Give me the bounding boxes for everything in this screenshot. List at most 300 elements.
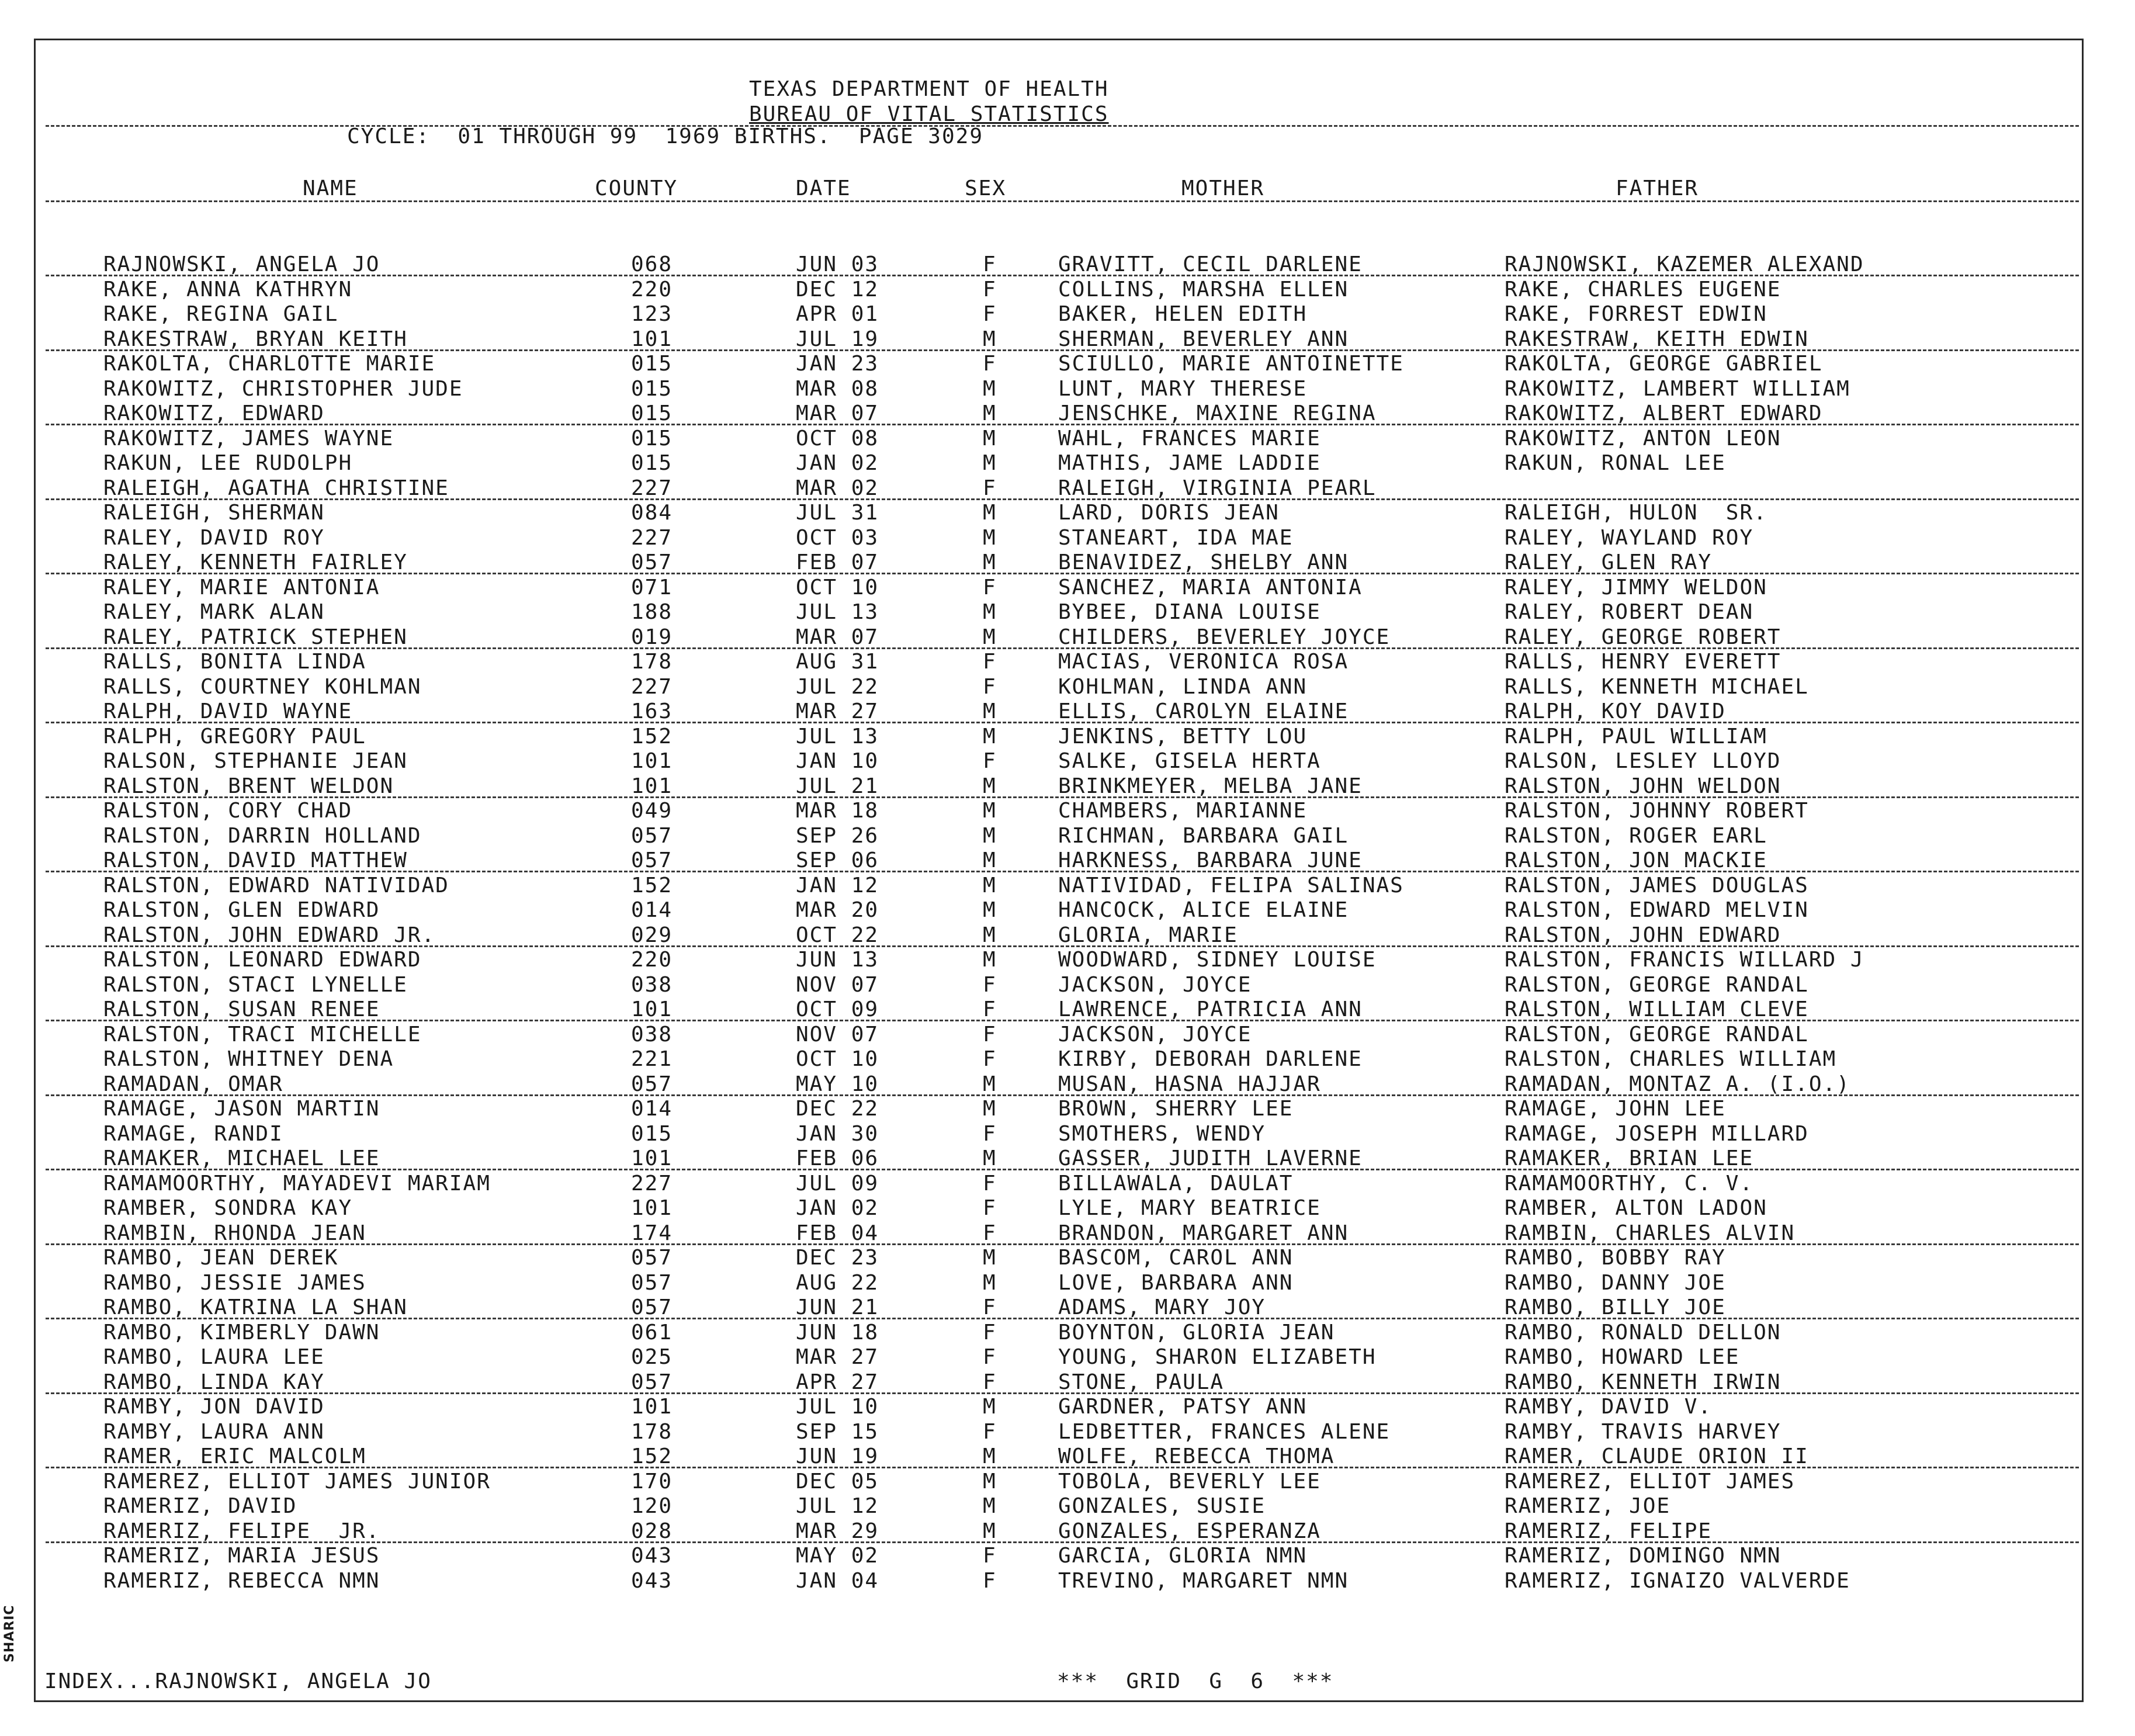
row-rule: [46, 424, 2079, 425]
table-row: [0, 476, 2135, 501]
table-row: [0, 1221, 2135, 1246]
cell-sex: M: [983, 948, 997, 972]
row-rule: [46, 1541, 2079, 1543]
cell-county: 015: [631, 376, 673, 401]
cell-county: 071: [631, 575, 673, 600]
cell-date: NOV 07: [796, 1022, 879, 1047]
row-rule: [46, 275, 2079, 276]
cell-name: RALSTON, TRACI MICHELLE: [103, 1022, 422, 1047]
table-row: [0, 352, 2135, 376]
cell-mother: BAKER, HELEN EDITH: [1058, 302, 1308, 326]
cell-sex: M: [983, 724, 997, 749]
cell-date: JUN 13: [796, 948, 879, 972]
table-row: [0, 302, 2135, 327]
cell-name: RAMADAN, OMAR: [103, 1072, 283, 1096]
cell-sex: F: [983, 1121, 997, 1146]
cell-father: RAKUN, RONAL LEE: [1505, 451, 1726, 475]
cell-mother: HARKNESS, BARBARA JUNE: [1058, 848, 1363, 872]
cell-date: MAY 10: [796, 1072, 879, 1096]
cell-county: 015: [631, 352, 673, 376]
cell-father: RALSTON, WILLIAM CLEVE: [1505, 997, 1809, 1021]
cell-father: RALSON, LESLEY LLOYD: [1505, 749, 1782, 773]
cell-date: DEC 05: [796, 1469, 879, 1494]
cell-name: RAKUN, LEE RUDOLPH: [103, 451, 353, 475]
cell-mother: BASCOM, CAROL ANN: [1058, 1246, 1294, 1270]
cell-mother: BOYNTON, GLORIA JEAN: [1058, 1320, 1335, 1345]
cell-mother: KIRBY, DEBORAH DARLENE: [1058, 1047, 1363, 1071]
table-row: [0, 427, 2135, 451]
cell-sex: M: [983, 1469, 997, 1494]
cell-father: RAKOLTA, GEORGE GABRIEL: [1505, 352, 1823, 376]
cell-county: 101: [631, 1146, 673, 1170]
cycle-line: CYCLE: 01 THROUGH 99 1969 BIRTHS. PAGE 3029: [347, 124, 983, 148]
cell-sex: F: [983, 1171, 997, 1196]
table-row: [0, 252, 2135, 277]
column-header-name: NAME: [303, 176, 358, 200]
header-subtitle: BUREAU OF VITAL STATISTICS: [749, 102, 1109, 126]
cell-sex: F: [983, 1568, 997, 1593]
cell-sex: M: [983, 1395, 997, 1419]
cell-date: SEP 06: [796, 848, 879, 872]
cell-father: RAKE, CHARLES EUGENE: [1505, 277, 1782, 302]
cell-mother: LEDBETTER, FRANCES ALENE: [1058, 1419, 1391, 1444]
cell-date: MAR 20: [796, 898, 879, 922]
cell-mother: NATIVIDAD, FELIPA SALINAS: [1058, 873, 1404, 898]
cell-name: RALSTON, DARRIN HOLLAND: [103, 823, 422, 848]
table-row: [0, 278, 2135, 302]
cell-county: 152: [631, 873, 673, 898]
table-row: [0, 576, 2135, 600]
cell-father: RAMBO, RONALD DELLON: [1505, 1320, 1782, 1345]
cell-father: RALSTON, JOHNNY ROBERT: [1505, 799, 1809, 823]
cell-father: RALSTON, EDWARD MELVIN: [1505, 898, 1809, 922]
cell-county: 101: [631, 997, 673, 1021]
cell-name: RALEY, MARIE ANTONIA: [103, 575, 380, 600]
cell-name: RALEY, MARK ALAN: [103, 600, 325, 624]
cell-name: RALSTON, BRENT WELDON: [103, 774, 394, 798]
table-row: [0, 1196, 2135, 1221]
cell-name: RAMERIZ, FELIPE JR.: [103, 1519, 380, 1543]
cell-date: MAR 02: [796, 476, 879, 500]
cell-date: FEB 07: [796, 550, 879, 574]
cell-father: RAMBO, BILLY JOE: [1505, 1295, 1726, 1319]
cell-sex: M: [983, 848, 997, 872]
cell-father: RALEY, GEORGE ROBERT: [1505, 625, 1782, 649]
column-header-county: COUNTY: [595, 176, 678, 200]
cell-name: RAMBO, JESSIE JAMES: [103, 1270, 366, 1295]
table-row: [0, 1023, 2135, 1047]
cell-sex: M: [983, 451, 997, 475]
cell-mother: TOBOLA, BEVERLY LEE: [1058, 1469, 1321, 1494]
cell-father: RAMBO, BOBBY RAY: [1505, 1246, 1726, 1270]
table-row: [0, 1345, 2135, 1370]
cell-father: RALPH, PAUL WILLIAM: [1505, 724, 1767, 749]
cell-mother: BROWN, SHERRY LEE: [1058, 1097, 1294, 1121]
cell-date: OCT 10: [796, 1047, 879, 1071]
cell-father: RALSTON, JOHN EDWARD: [1505, 923, 1782, 947]
cell-father: RAMBO, HOWARD LEE: [1505, 1345, 1740, 1369]
cell-sex: M: [983, 376, 997, 401]
cell-date: OCT 08: [796, 426, 879, 451]
cell-sex: M: [983, 600, 997, 624]
cell-sex: M: [983, 1494, 997, 1518]
table-row: [0, 501, 2135, 525]
row-rule: [46, 1094, 2079, 1096]
cell-mother: TREVINO, MARGARET NMN: [1058, 1568, 1349, 1593]
cell-mother: WOODWARD, SIDNEY LOUISE: [1058, 948, 1377, 972]
table-row: [0, 1395, 2135, 1419]
cell-name: RALPH, DAVID WAYNE: [103, 699, 353, 723]
table-row: [0, 898, 2135, 923]
cell-father: RALEY, JIMMY WELDON: [1505, 575, 1767, 600]
cell-mother: WOLFE, REBECCA THOMA: [1058, 1444, 1335, 1468]
cell-name: RALSTON, LEONARD EDWARD: [103, 948, 422, 972]
cell-county: 178: [631, 650, 673, 674]
grid-footer: *** GRID G 6 ***: [1057, 1669, 1334, 1693]
cell-father: RAMERIZ, DOMINGO NMN: [1505, 1544, 1782, 1568]
cell-county: 220: [631, 948, 673, 972]
cell-mother: GONZALES, SUSIE: [1058, 1494, 1266, 1518]
cell-date: JUL 10: [796, 1395, 879, 1419]
cell-father: RAJNOWSKI, KAZEMER ALEXAND: [1505, 252, 1864, 276]
table-row: [0, 874, 2135, 898]
table-row: [0, 824, 2135, 848]
cell-county: 174: [631, 1221, 673, 1245]
cell-mother: LOVE, BARBARA ANN: [1058, 1270, 1294, 1295]
cell-county: 170: [631, 1469, 673, 1494]
row-rule: [46, 1467, 2079, 1468]
row-rule: [46, 349, 2079, 351]
cell-name: RALSTON, GLEN EDWARD: [103, 898, 380, 922]
cell-mother: BILLAWALA, DAULAT: [1058, 1171, 1294, 1196]
cell-father: RAMBER, ALTON LADON: [1505, 1196, 1767, 1220]
cell-sex: F: [983, 650, 997, 674]
cell-name: RALSTON, EDWARD NATIVIDAD: [103, 873, 449, 898]
cell-date: JUL 12: [796, 1494, 879, 1518]
cell-county: 057: [631, 1370, 673, 1394]
cell-county: 043: [631, 1544, 673, 1568]
cell-sex: F: [983, 1047, 997, 1071]
cell-county: 152: [631, 1444, 673, 1468]
cell-father: RAMERIZ, FELIPE: [1505, 1519, 1713, 1543]
cell-sex: M: [983, 501, 997, 525]
cell-date: DEC 12: [796, 277, 879, 302]
cell-father: RALEY, WAYLAND ROY: [1505, 525, 1754, 550]
table-row: [0, 1122, 2135, 1146]
cell-date: JAN 30: [796, 1121, 879, 1146]
cell-mother: STONE, PAULA: [1058, 1370, 1225, 1394]
side-label: SHARIC: [2, 1605, 17, 1662]
table-row: [0, 650, 2135, 674]
cell-sex: F: [983, 476, 997, 500]
cell-date: JUN 21: [796, 1295, 879, 1319]
index-footer: INDEX...RAJNOWSKI, ANGELA JO: [44, 1669, 432, 1693]
cell-name: RAMAGE, JASON MARTIN: [103, 1097, 380, 1121]
cell-county: 152: [631, 724, 673, 749]
table-row: [0, 1470, 2135, 1494]
cell-date: JUL 31: [796, 501, 879, 525]
cell-date: OCT 09: [796, 997, 879, 1021]
cell-father: RAMAGE, JOHN LEE: [1505, 1097, 1726, 1121]
cell-county: 178: [631, 1419, 673, 1444]
cell-sex: F: [983, 1419, 997, 1444]
cell-sex: M: [983, 550, 997, 574]
cell-father: RALSTON, ROGER EARL: [1505, 823, 1767, 848]
cell-county: 057: [631, 1270, 673, 1295]
cell-father: RALSTON, JON MACKIE: [1505, 848, 1767, 872]
cell-name: RALSTON, STACI LYNELLE: [103, 972, 408, 997]
cell-mother: GARCIA, GLORIA NMN: [1058, 1544, 1308, 1568]
cell-mother: LUNT, MARY THERESE: [1058, 376, 1308, 401]
row-rule: [46, 498, 2079, 500]
cell-sex: M: [983, 923, 997, 947]
cell-date: JUL 13: [796, 724, 879, 749]
cell-name: RAKOWITZ, JAMES WAYNE: [103, 426, 394, 451]
cell-father: RALSTON, GEORGE RANDAL: [1505, 1022, 1809, 1047]
table-row: [0, 1072, 2135, 1097]
cell-date: SEP 26: [796, 823, 879, 848]
table-row: [0, 699, 2135, 724]
table-row: [0, 1321, 2135, 1345]
cell-sex: F: [983, 575, 997, 600]
cell-sex: F: [983, 1022, 997, 1047]
cell-county: 019: [631, 625, 673, 649]
cell-mother: CHAMBERS, MARIANNE: [1058, 799, 1308, 823]
table-row: [0, 997, 2135, 1022]
cell-county: 188: [631, 600, 673, 624]
cell-date: JUL 21: [796, 774, 879, 798]
cell-sex: M: [983, 1097, 997, 1121]
cell-name: RAMERIZ, REBECCA NMN: [103, 1568, 380, 1593]
cell-date: JUN 19: [796, 1444, 879, 1468]
cell-father: RAMERIZ, JOE: [1505, 1494, 1671, 1518]
cell-date: APR 01: [796, 302, 879, 326]
cell-mother: STANEART, IDA MAE: [1058, 525, 1294, 550]
table-row: [0, 1420, 2135, 1444]
cell-father: RALPH, KOY DAVID: [1505, 699, 1726, 723]
cell-name: RALEIGH, AGATHA CHRISTINE: [103, 476, 449, 500]
cell-name: RALPH, GREGORY PAUL: [103, 724, 366, 749]
cell-date: DEC 23: [796, 1246, 879, 1270]
table-row: [0, 451, 2135, 476]
cell-mother: BYBEE, DIANA LOUISE: [1058, 600, 1321, 624]
cell-father: RALSTON, JOHN WELDON: [1505, 774, 1782, 798]
cell-father: RAKOWITZ, ANTON LEON: [1505, 426, 1782, 451]
table-row: [0, 1494, 2135, 1519]
cell-name: RAMAGE, RANDI: [103, 1121, 283, 1146]
table-row: [0, 1047, 2135, 1072]
row-rule: [46, 1169, 2079, 1170]
cell-date: JUL 19: [796, 327, 879, 351]
cell-mother: BENAVIDEZ, SHELBY ANN: [1058, 550, 1349, 574]
table-row: [0, 923, 2135, 948]
cell-name: RAMBO, KIMBERLY DAWN: [103, 1320, 380, 1345]
cell-date: MAR 27: [796, 699, 879, 723]
row-rule: [46, 1243, 2079, 1245]
cell-name: RALEY, KENNETH FAIRLEY: [103, 550, 408, 574]
cell-name: RAMBIN, RHONDA JEAN: [103, 1221, 366, 1245]
cell-father: RAKE, FORREST EDWIN: [1505, 302, 1767, 326]
cell-date: JAN 02: [796, 1196, 879, 1220]
cell-county: 057: [631, 550, 673, 574]
cell-county: 227: [631, 525, 673, 550]
cell-date: MAR 07: [796, 401, 879, 425]
cell-father: RALEY, ROBERT DEAN: [1505, 600, 1754, 624]
cell-date: MAR 07: [796, 625, 879, 649]
row-rule: [46, 871, 2079, 872]
table-row: [0, 1271, 2135, 1295]
cell-county: 061: [631, 1320, 673, 1345]
cell-name: RALLS, COURTNEY KOHLMAN: [103, 674, 422, 699]
cell-father: RALSTON, GEORGE RANDAL: [1505, 972, 1809, 997]
cell-name: RAMBY, JON DAVID: [103, 1395, 325, 1419]
table-row: [0, 675, 2135, 699]
cell-sex: M: [983, 401, 997, 425]
cell-county: 057: [631, 1246, 673, 1270]
cell-county: 221: [631, 1047, 673, 1071]
cell-name: RAMBO, LAURA LEE: [103, 1345, 325, 1369]
cell-father: RAMAKER, BRIAN LEE: [1505, 1146, 1754, 1170]
cell-sex: F: [983, 749, 997, 773]
cell-sex: F: [983, 352, 997, 376]
cell-name: RAMERIZ, MARIA JESUS: [103, 1544, 380, 1568]
cell-name: RALEIGH, SHERMAN: [103, 501, 325, 525]
cell-sex: M: [983, 898, 997, 922]
cell-date: JUL 22: [796, 674, 879, 699]
cell-county: 101: [631, 774, 673, 798]
header-title: TEXAS DEPARTMENT OF HEALTH: [749, 77, 1109, 101]
cell-county: 015: [631, 1121, 673, 1146]
cell-mother: KOHLMAN, LINDA ANN: [1058, 674, 1308, 699]
cell-mother: SHERMAN, BEVERLEY ANN: [1058, 327, 1349, 351]
cell-date: JUL 13: [796, 600, 879, 624]
cell-county: 025: [631, 1345, 673, 1369]
cell-county: 057: [631, 1072, 673, 1096]
cell-name: RAKE, REGINA GAIL: [103, 302, 339, 326]
cell-county: 101: [631, 1395, 673, 1419]
cell-sex: F: [983, 1320, 997, 1345]
cell-name: RALSTON, CORY CHAD: [103, 799, 353, 823]
cell-sex: M: [983, 799, 997, 823]
cell-father: RAKESTRAW, KEITH EDWIN: [1505, 327, 1809, 351]
cell-date: JAN 10: [796, 749, 879, 773]
cell-mother: MUSAN, HASNA HAJJAR: [1058, 1072, 1321, 1096]
cell-mother: ADAMS, MARY JOY: [1058, 1295, 1266, 1319]
cell-sex: F: [983, 1544, 997, 1568]
cell-father: RALSTON, CHARLES WILLIAM: [1505, 1047, 1837, 1071]
cell-mother: RICHMAN, BARBARA GAIL: [1058, 823, 1349, 848]
cell-mother: JENSCHKE, MAXINE REGINA: [1058, 401, 1377, 425]
cell-county: 220: [631, 277, 673, 302]
cell-sex: F: [983, 1345, 997, 1369]
cell-date: FEB 04: [796, 1221, 879, 1245]
table-row: [0, 973, 2135, 997]
cell-county: 015: [631, 451, 673, 475]
cell-name: RAMBO, LINDA KAY: [103, 1370, 325, 1394]
row-rule: [46, 1020, 2079, 1021]
cell-county: 084: [631, 501, 673, 525]
cell-name: RAKOLTA, CHARLOTTE MARIE: [103, 352, 436, 376]
cell-date: MAR 27: [796, 1345, 879, 1369]
cell-sex: F: [983, 1196, 997, 1220]
cell-name: RAMER, ERIC MALCOLM: [103, 1444, 366, 1468]
cell-father: RAMAMOORTHY, C. V.: [1505, 1171, 1754, 1196]
cell-sex: M: [983, 1444, 997, 1468]
cell-name: RAMBY, LAURA ANN: [103, 1419, 325, 1444]
cell-mother: BRINKMEYER, MELBA JANE: [1058, 774, 1363, 798]
cell-name: RALLS, BONITA LINDA: [103, 650, 366, 674]
cell-father: RAMAGE, JOSEPH MILLARD: [1505, 1121, 1809, 1146]
cell-name: RALEY, PATRICK STEPHEN: [103, 625, 408, 649]
cell-county: 015: [631, 426, 673, 451]
cell-sex: M: [983, 625, 997, 649]
table-row: [0, 526, 2135, 550]
cell-date: MAY 02: [796, 1544, 879, 1568]
table-row: [0, 1172, 2135, 1196]
cell-name: RAMAKER, MICHAEL LEE: [103, 1146, 380, 1170]
cell-date: AUG 22: [796, 1270, 879, 1295]
cell-name: RALSTON, SUSAN RENEE: [103, 997, 380, 1021]
table-row: [0, 1097, 2135, 1121]
cell-mother: JACKSON, JOYCE: [1058, 1022, 1252, 1047]
cell-sex: M: [983, 699, 997, 723]
cell-name: RAMERIZ, DAVID: [103, 1494, 297, 1518]
cell-county: 227: [631, 476, 673, 500]
table-row: [0, 1544, 2135, 1568]
row-rule: [46, 573, 2079, 574]
cell-county: 123: [631, 302, 673, 326]
cell-county: 057: [631, 1295, 673, 1319]
cell-sex: M: [983, 1270, 997, 1295]
cell-sex: M: [983, 1072, 997, 1096]
cell-sex: F: [983, 674, 997, 699]
cell-sex: F: [983, 277, 997, 302]
cell-father: RAMBY, DAVID V.: [1505, 1395, 1713, 1419]
cell-father: RALEY, GLEN RAY: [1505, 550, 1713, 574]
cell-sex: M: [983, 823, 997, 848]
column-header-date: DATE: [796, 176, 851, 200]
cell-mother: BRANDON, MARGARET ANN: [1058, 1221, 1349, 1245]
cell-name: RAMBO, KATRINA LA SHAN: [103, 1295, 408, 1319]
cell-county: 014: [631, 1097, 673, 1121]
cell-father: RAMBO, DANNY JOE: [1505, 1270, 1726, 1295]
cell-date: APR 27: [796, 1370, 879, 1394]
cell-date: OCT 22: [796, 923, 879, 947]
cell-county: 049: [631, 799, 673, 823]
cell-county: 068: [631, 252, 673, 276]
cell-father: RAMER, CLAUDE ORION II: [1505, 1444, 1809, 1468]
cell-sex: F: [983, 252, 997, 276]
row-rule: [46, 945, 2079, 947]
cell-father: RAMBY, TRAVIS HARVEY: [1505, 1419, 1782, 1444]
cell-county: 043: [631, 1568, 673, 1593]
table-row: [0, 327, 2135, 352]
cell-county: 038: [631, 1022, 673, 1047]
cell-county: 014: [631, 898, 673, 922]
cell-mother: JACKSON, JOYCE: [1058, 972, 1252, 997]
cell-father: RAMERIZ, IGNAIZO VALVERDE: [1505, 1568, 1850, 1593]
table-row: [0, 749, 2135, 774]
cell-father: RAMBO, KENNETH IRWIN: [1505, 1370, 1782, 1394]
table-row: [0, 1246, 2135, 1270]
cell-sex: M: [983, 774, 997, 798]
cell-date: SEP 15: [796, 1419, 879, 1444]
cell-mother: GASSER, JUDITH LAVERNE: [1058, 1146, 1363, 1170]
row-rule: [46, 647, 2079, 649]
cell-sex: M: [983, 525, 997, 550]
table-row: [0, 1370, 2135, 1395]
cell-date: JAN 12: [796, 873, 879, 898]
